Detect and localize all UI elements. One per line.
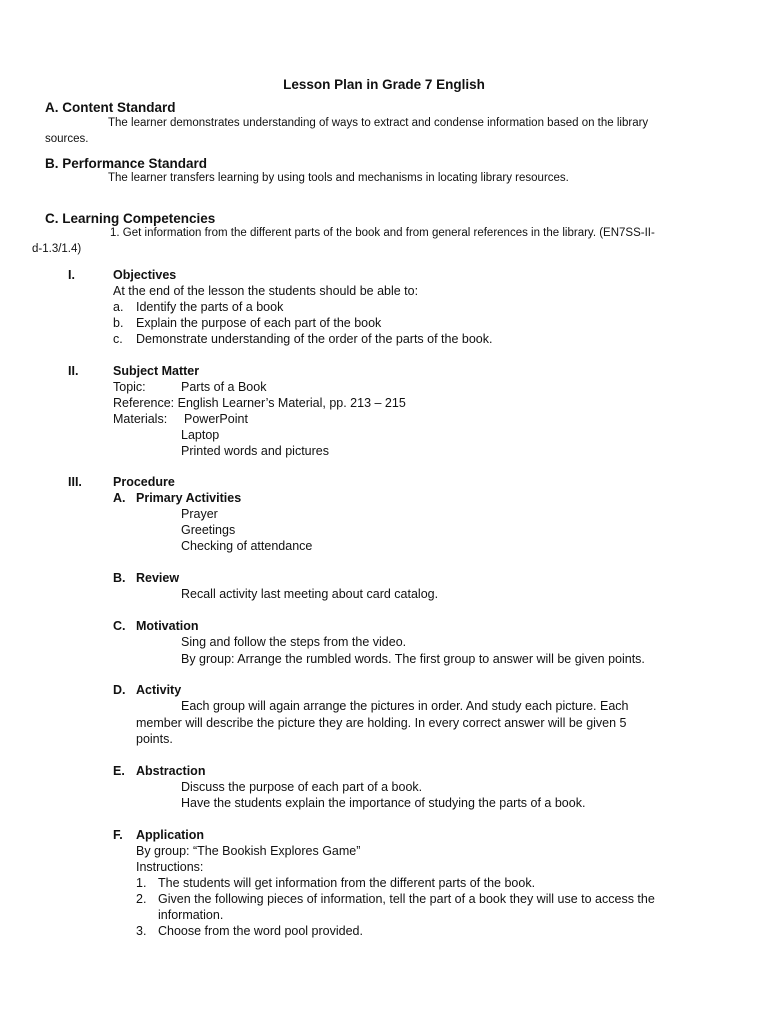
instruction-item: The students will get information from the different parts of the book. bbox=[158, 876, 536, 890]
learning-competencies-heading: C. Learning Competencies bbox=[45, 211, 216, 226]
instruction-marker: 2. bbox=[136, 892, 147, 906]
procedure-heading: Procedure bbox=[113, 475, 175, 489]
learning-competencies-text-line-2: d-1.3/1.4) bbox=[32, 243, 82, 255]
primary-activity-item: Prayer bbox=[181, 507, 218, 521]
motivation-text-line-1: Sing and follow the steps from the video. bbox=[181, 635, 407, 649]
objective-marker: a. bbox=[113, 300, 124, 314]
activity-marker: D. bbox=[113, 683, 126, 697]
content-standard-text-line-2: sources. bbox=[45, 133, 89, 145]
topic-value: Parts of a Book bbox=[181, 380, 267, 394]
document-title: Lesson Plan in Grade 7 English bbox=[283, 77, 485, 92]
material-item: Printed words and pictures bbox=[181, 444, 329, 458]
review-heading: Review bbox=[136, 571, 180, 585]
material-item: PowerPoint bbox=[184, 412, 248, 426]
application-marker: F. bbox=[113, 828, 123, 842]
abstraction-heading: Abstraction bbox=[136, 764, 206, 778]
learning-competencies-text-line-1: 1. Get information from the different parts of the book and from general references in the library. (EN7SS-II- bbox=[110, 227, 655, 239]
objective-marker: c. bbox=[113, 332, 123, 346]
objective-marker: b. bbox=[113, 316, 124, 330]
instruction-marker: 1. bbox=[136, 876, 147, 890]
instruction-marker: 3. bbox=[136, 924, 147, 938]
review-text: Recall activity last meeting about card catalog. bbox=[181, 587, 439, 601]
primary-activity-item: Greetings bbox=[181, 523, 236, 537]
subject-matter-heading: Subject Matter bbox=[113, 364, 200, 378]
content-standard-text-line-1: The learner demonstrates understanding of ways to extract and condense information based on the library bbox=[108, 117, 649, 129]
abstraction-text-line-2: Have the students explain the importance of studying the parts of a book. bbox=[181, 796, 586, 810]
topic-label: Topic: bbox=[113, 380, 146, 394]
primary-activities-heading: Primary Activities bbox=[136, 491, 242, 505]
procedure-numeral: III. bbox=[68, 475, 82, 489]
materials-label: Materials: bbox=[113, 412, 168, 426]
objectives-heading: Objectives bbox=[113, 268, 177, 282]
performance-standard-heading: B. Performance Standard bbox=[45, 156, 208, 171]
motivation-marker: C. bbox=[113, 619, 126, 633]
objectives-numeral: I. bbox=[68, 268, 75, 282]
application-group: By group: “The Bookish Explores Game” bbox=[136, 844, 361, 858]
activity-text-line-1: Each group will again arrange the pictures in order. And study each picture. Each bbox=[181, 699, 629, 713]
objective-item: Demonstrate understanding of the order of the parts of the book. bbox=[136, 332, 493, 346]
activity-text-line-2: member will describe the picture they are holding. In every correct answer will be given 5 bbox=[136, 716, 627, 730]
objectives-intro: At the end of the lesson the students should be able to: bbox=[113, 284, 419, 298]
activity-text-line-3: points. bbox=[136, 732, 173, 746]
instruction-item: Choose from the word pool provided. bbox=[158, 924, 363, 938]
objective-item: Explain the purpose of each part of the book bbox=[136, 316, 382, 330]
material-item: Laptop bbox=[181, 428, 220, 442]
subject-matter-numeral: II. bbox=[68, 364, 79, 378]
primary-activities-marker: A. bbox=[113, 491, 126, 505]
primary-activity-item: Checking of attendance bbox=[181, 539, 313, 553]
performance-standard-text: The learner transfers learning by using tools and mechanisms in locating library resources. bbox=[108, 172, 569, 184]
motivation-heading: Motivation bbox=[136, 619, 199, 633]
objective-item: Identify the parts of a book bbox=[136, 300, 284, 314]
content-standard-heading: A. Content Standard bbox=[45, 100, 176, 115]
application-heading: Application bbox=[136, 828, 205, 842]
motivation-text-line-2: By group: Arrange the rumbled words. The first group to answer will be given points. bbox=[181, 652, 645, 666]
abstraction-text-line-1: Discuss the purpose of each part of a book. bbox=[181, 780, 423, 794]
application-instructions-label: Instructions: bbox=[136, 860, 204, 874]
instruction-item: Given the following pieces of information, tell the part of a book they will use to access the bbox=[158, 892, 655, 906]
abstraction-marker: E. bbox=[113, 764, 125, 778]
instruction-item-continued: information. bbox=[158, 908, 224, 922]
reference-text: Reference: English Learner’s Material, pp. 213 – 215 bbox=[113, 396, 406, 410]
activity-heading: Activity bbox=[136, 683, 182, 697]
review-marker: B. bbox=[113, 571, 126, 585]
